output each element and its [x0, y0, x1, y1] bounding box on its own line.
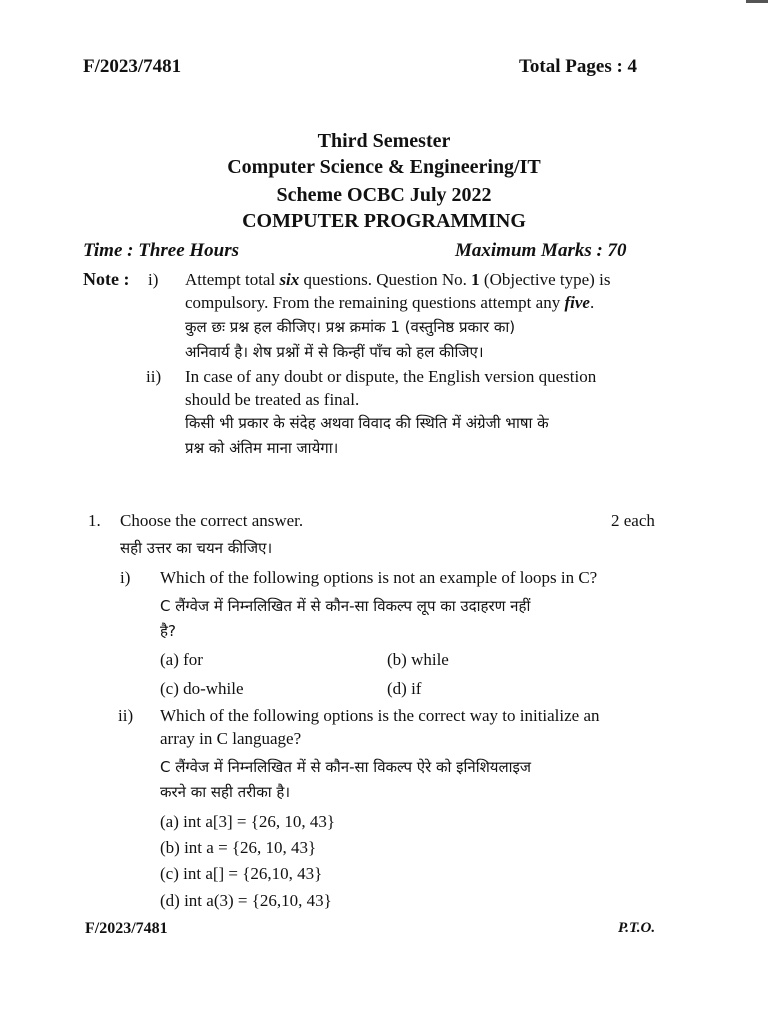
subq-i-hindi-line1: C लैंग्वेज में निम्नलिखित में से कौन-सा विकल्प लूप का उदाहरण नहीं [160, 597, 531, 615]
scan-mark [746, 0, 768, 3]
subq-ii-number: ii) [118, 706, 134, 725]
note-label: Note : [83, 269, 130, 289]
note-i-english-line2: compulsory. From the remaining questions attempt any five. [185, 293, 595, 312]
footer-pto: P.T.O. [618, 920, 656, 936]
subq-i-option-d: (d) if [387, 679, 422, 698]
subq-ii-option-b: (b) int a = {26, 10, 43} [160, 838, 317, 857]
question-1-text: Choose the correct answer. [120, 511, 304, 530]
total-pages: Total Pages : 4 [519, 56, 638, 77]
subq-i-hindi-line2: है? [160, 622, 176, 640]
subq-ii-option-d: (d) int a(3) = {26,10, 43} [160, 891, 332, 910]
note-ii-hindi-line1: किसी भी प्रकार के संदेह अथवा विवाद की स्थिति में अंग्रेजी भाषा के [185, 414, 549, 432]
subq-ii-option-a: (a) int a[3] = {26, 10, 43} [160, 812, 336, 831]
note-i-hindi-line1: कुल छः प्रश्न हल कीजिए। प्रश्न क्रमांक 1 (वस्तुनिष्ठ प्रकार का) [185, 318, 516, 336]
scheme-title: Scheme OCBC July 2022 [276, 184, 492, 206]
subq-ii-hindi-line2: करने का सही तरीका है। [160, 783, 291, 801]
note-ii-number: ii) [146, 367, 162, 386]
subq-ii-english-line2: array in C language? [160, 729, 302, 748]
subq-ii-option-c: (c) int a[] = {26,10, 43} [160, 864, 323, 883]
branch-title: Computer Science & Engineering/IT [227, 156, 541, 178]
subq-ii-hindi-line1: C लैंग्वेज में निम्नलिखित में से कौन-सा विकल्प ऐरे को इनिशियलाइज [160, 758, 532, 776]
note-ii-hindi-line2: प्रश्न को अंतिम माना जायेगा। [185, 439, 339, 457]
question-1-number: 1. [88, 511, 101, 530]
subq-i-english: Which of the following options is not an example of loops in C? [160, 568, 598, 587]
subq-ii-english-line1: Which of the following options is the correct way to initialize an [160, 706, 600, 725]
semester-title: Third Semester [317, 130, 451, 152]
subq-i-option-a: (a) for [160, 650, 203, 669]
note-ii-english-line2: should be treated as final. [185, 390, 360, 409]
note-i-english-line1: Attempt total six questions. Question No. 1 (Objective type) is [185, 270, 611, 289]
paper-code: F/2023/7481 [83, 56, 182, 77]
time-allowed: Time : Three Hours [83, 240, 240, 261]
question-1-marks: 2 each [611, 511, 655, 530]
note-i-number: i) [148, 270, 159, 289]
note-ii-english-line1: In case of any doubt or dispute, the English version question [185, 367, 597, 386]
note-i-hindi-line2: अनिवार्य है। शेष प्रश्नों में से किन्हीं पाँच को हल कीजिए। [185, 343, 484, 361]
subq-i-option-b: (b) while [387, 650, 449, 669]
footer-paper-code: F/2023/7481 [85, 920, 168, 937]
subject-title: COMPUTER PROGRAMMING [242, 210, 526, 232]
subq-i-number: i) [120, 568, 131, 587]
subq-i-option-c: (c) do-while [160, 679, 244, 698]
max-marks: Maximum Marks : 70 [455, 240, 627, 261]
question-1-hindi: सही उत्तर का चयन कीजिए। [120, 539, 273, 557]
